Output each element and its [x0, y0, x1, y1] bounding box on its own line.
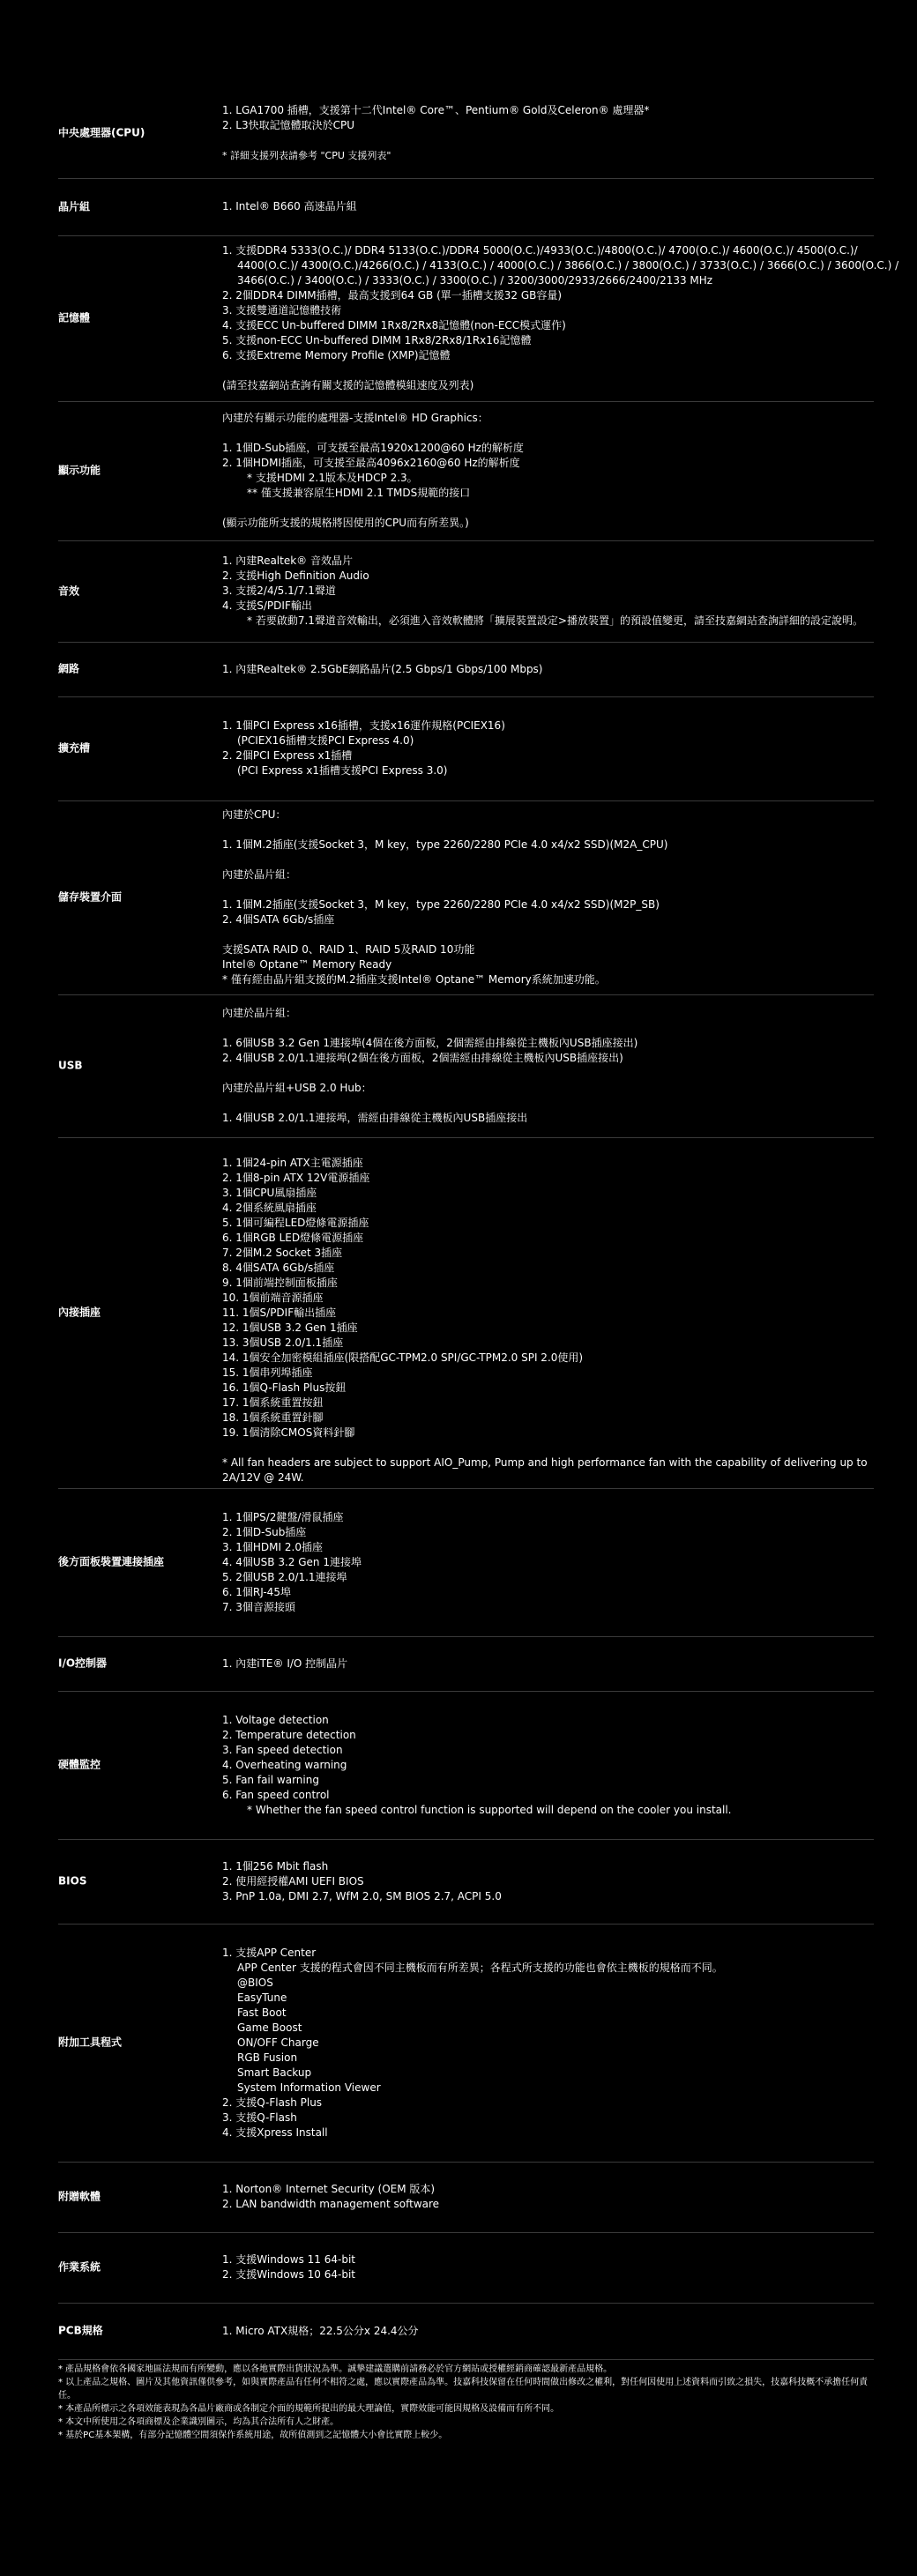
spec-line: 3. 支援2/4/5.1/7.1聲道	[222, 584, 336, 597]
spec-line: 9. 1個前端控制面板插座	[222, 1277, 338, 1289]
spec-line: 內建於晶片組：	[222, 868, 297, 881]
spec-label: 網路	[58, 662, 80, 675]
spec-line: * All fan headers are subject to support AIO_Pump, Pump and high performance fan with the capability of delivering up to 2A/12V @ 24W.	[222, 1456, 868, 1484]
spec-line: 5. Fan fail warning	[222, 1774, 319, 1786]
spec-line: 1. 1個24-pin ATX主電源插座	[222, 1157, 363, 1169]
spec-line	[222, 133, 875, 148]
spec-label: 音效	[58, 584, 80, 597]
spec-label: 晶片組	[58, 200, 91, 212]
spec-line: 1. 1個PS/2鍵盤/滑鼠插座	[222, 1511, 344, 1523]
spec-line	[222, 1096, 875, 1111]
spec-value	[222, 808, 875, 987]
spec-line: 4400(O.C.)/ 4300(O.C.)/4266(O.C.) / 4133(O.C.) / 4000(O.C.) / 3866(O.C.) / 3800(O.C.) / 3733(O.C.) / 3666(O.C.) / 3600(O.C.) /	[237, 259, 899, 272]
spec-row	[58, 2303, 874, 2360]
spec-label: I/O控制器	[58, 1657, 108, 1670]
spec-line: 19. 1個清除CMOS資料針腳	[222, 1426, 355, 1439]
spec-line: 5. 2個USB 2.0/1.1連接埠	[222, 1571, 347, 1583]
spec-line: 1. 1個D-Sub插座，可支援至最高1920x1200@60 Hz的解析度	[222, 442, 524, 454]
spec-line: Intel® Optane™ Memory Ready	[222, 958, 392, 971]
spec-line: ** 僅支援兼容原生HDMI 2.1 TMDS規範的接口	[247, 487, 471, 499]
footnote: * 本產品所標示之各項效能表現為各晶片廠商或各制定介面的規範所提出的最大理論值，實際效能可能因規格及設備而有所不同。	[58, 2404, 560, 2414]
spec-line: 支援SATA RAID 0、RAID 1、RAID 5及RAID 10功能	[222, 943, 475, 956]
spec-value	[222, 1510, 875, 1615]
spec-line: 2. 4個SATA 6Gb/s插座	[222, 913, 335, 926]
spec-line: * 詳細支援列表請參考 "CPU 支援列表"	[222, 150, 391, 161]
spec-line: 14. 1個安全加密模組插座(限搭配GC-TPM2.0 SPI/GC-TPM2.0 SPI 2.0使用)	[222, 1351, 584, 1364]
spec-line: 2. 使用經授權AMI UEFI BIOS	[222, 1875, 364, 1887]
spec-value	[222, 1657, 875, 1671]
spec-line: 15. 1個串列埠插座	[222, 1366, 313, 1379]
spec-line: 1. 6個USB 3.2 Gen 1連接埠(4個在後方面板，2個需經由排線從主機板內USB插座接出)	[222, 1037, 638, 1049]
spec-line: 5. 1個可編程LED燈條電源插座	[222, 1217, 369, 1229]
spec-line: (請至技嘉網站查詢有關支援的記憶體模組速度及列表)	[222, 379, 474, 391]
spec-label: 內接插座	[58, 1306, 101, 1319]
spec-label: 中央處理器(CPU)	[58, 126, 145, 139]
spec-value	[222, 718, 875, 778]
spec-label: 顯示功能	[58, 464, 101, 477]
spec-line: 11. 1個S/PDIF輸出插座	[222, 1307, 337, 1319]
spec-line: 2. 2個PCI Express x1插槽	[222, 749, 353, 762]
spec-line: 6. 支援Extreme Memory Profile (XMP)記憶體	[222, 349, 451, 361]
spec-line: 3466(O.C.) / 3400(O.C.) / 3333(O.C.) / 3300(O.C.) / 3200/3000/2933/2666/2400/2133 MHz	[237, 274, 713, 287]
spec-line: 4. 支援ECC Un-buffered DIMM 1Rx8/2Rx8記憶體(non-ECC模式運作)	[222, 319, 566, 331]
spec-line: 1. 支援DDR4 5333(O.C.)/ DDR4 5133(O.C.)/DDR4 5000(O.C.)/4933(O.C.)/4800(O.C.)/ 4700(O.C.)/ 4600(O.C.)/ 4500(O.C.)/	[222, 244, 858, 257]
spec-line: 3. 支援Q-Flash	[222, 2111, 297, 2124]
spec-line: System Information Viewer	[237, 2081, 381, 2094]
spec-line: 內建於晶片組：	[222, 1007, 297, 1019]
spec-label: 後方面板裝置連接插座	[58, 1555, 165, 1568]
spec-line: 1. LGA1700 插槽，支援第十二代Intel® Core™、Pentium® Gold及Celeron® 處理器*	[222, 104, 650, 116]
spec-row	[58, 1137, 874, 1489]
spec-line: 2. Temperature detection	[222, 1729, 356, 1741]
spec-line: 17. 1個系統重置按鈕	[222, 1396, 324, 1409]
spec-label: 作業系統	[58, 2260, 101, 2274]
spec-line: 1. Norton® Internet Security (OEM 版本)	[222, 2183, 436, 2195]
spec-label: 記憶體	[58, 311, 91, 324]
spec-value	[222, 2324, 875, 2339]
spec-row	[58, 2162, 874, 2233]
spec-line: (PCI Express x1插槽支援PCI Express 3.0)	[237, 764, 448, 777]
spec-value	[222, 2252, 875, 2282]
spec-line: 2. 1個D-Sub插座	[222, 1526, 307, 1538]
spec-line: 7. 3個音源接頭	[222, 1601, 295, 1613]
spec-line: EasyTune	[237, 1992, 287, 2004]
spec-line: 3. PnP 1.0a, DMI 2.7, WfM 2.0, SM BIOS 2.7, ACPI 5.0	[222, 1890, 502, 1902]
spec-line: 3. 1個HDMI 2.0插座	[222, 1541, 323, 1553]
spec-line: 4. 2個系統風扇插座	[222, 1202, 317, 1214]
spec-line: 2. 4個USB 2.0/1.1連接埠(2個在後方面板，2個需經由排線從主機板內USB插座接出)	[222, 1052, 623, 1064]
spec-value	[222, 554, 875, 629]
spec-line: @BIOS	[237, 1977, 273, 1989]
spec-line: 10. 1個前端音源插座	[222, 1292, 324, 1304]
spec-line: 2. L3快取記憶體取決於CPU	[222, 119, 354, 131]
spec-line: 內建於CPU：	[222, 808, 287, 821]
spec-line	[222, 927, 875, 942]
spec-value	[222, 199, 875, 214]
spec-row	[58, 696, 874, 801]
spec-label: USB	[58, 1059, 83, 1072]
spec-row	[58, 178, 874, 236]
spec-value	[222, 243, 899, 393]
spec-row	[58, 642, 874, 697]
spec-label: 儲存裝置介面	[58, 890, 123, 904]
spec-label: PCB規格	[58, 2324, 103, 2337]
spec-row	[58, 2232, 874, 2304]
spec-line: 1. 4個USB 2.0/1.1連接埠，需經由排線從主機板內USB插座接出	[222, 1112, 528, 1124]
spec-line	[222, 1441, 875, 1456]
spec-row	[58, 1488, 874, 1637]
spec-label: BIOS	[58, 1874, 87, 1887]
spec-value	[222, 1859, 875, 1904]
spec-label: 硬體監控	[58, 1758, 101, 1771]
spec-line: RGB Fusion	[237, 2051, 298, 2064]
spec-line: * 僅有經由晶片組支援的M.2插座支援Intel® Optane™ Memory系統加速功能。	[222, 973, 606, 986]
spec-line: ON/OFF Charge	[237, 2036, 319, 2049]
spec-row	[58, 235, 899, 402]
spec-line: 3. 1個CPU風扇插座	[222, 1187, 317, 1199]
spec-line: 2. LAN bandwidth management software	[222, 2198, 440, 2210]
spec-value	[222, 1156, 875, 1485]
footnote: * 基於PC基本架構，有部分記憶體空間須保作系統用途，故所偵測到之記憶體大小會比實際上較少。	[58, 2431, 448, 2440]
spec-line: 3. 支援雙通道記憶體技術	[222, 304, 342, 316]
spec-line: * 若要啟動7.1聲道音效輸出，必須進入音效軟體將「擴展裝置設定>播放裝置」的預設值變更，請至技嘉網站查詢詳細的設定說明。	[247, 614, 863, 627]
spec-row	[58, 1636, 874, 1692]
spec-label: 擴充槽	[58, 741, 91, 755]
spec-line	[222, 426, 875, 441]
spec-line: 1. Intel® B660 高速晶片組	[222, 200, 357, 212]
spec-line: 2. 1個8-pin ATX 12V電源插座	[222, 1172, 370, 1184]
spec-line: 1. 1個M.2插座(支援Socket 3，M key，type 2260/2280 PCIe 4.0 x4/x2 SSD)(M2P_SB)	[222, 898, 660, 911]
spec-line: Game Boost	[237, 2021, 302, 2034]
spec-line: 6. 1個RJ-45埠	[222, 1586, 291, 1598]
spec-line	[222, 823, 875, 838]
spec-line: (顯示功能所支援的規格將因使用的CPU而有所差異。)	[222, 517, 469, 529]
footnote: * 產品規格會依各國家地區法規而有所變動，應以各地實際出貨狀況為準。誠摯建議選購前請務必於官方網站或授權經銷商確認最新產品規格。	[58, 2364, 613, 2374]
spec-value	[222, 1713, 875, 1818]
footnotes	[58, 2363, 874, 2442]
spec-line	[222, 852, 875, 867]
spec-line: 2. 2個DDR4 DIMM插槽，最高支援到64 GB (單一插槽支援32 GB容量)	[222, 289, 563, 302]
spec-value	[222, 662, 875, 677]
spec-label: 附加工具程式	[58, 2036, 123, 2049]
spec-line: 2. 1個HDMI插座，可支援至最高4096x2160@60 Hz的解析度	[222, 457, 520, 469]
spec-line: 1. 支援APP Center	[222, 1947, 317, 1959]
spec-line: 3. Fan speed detection	[222, 1744, 343, 1756]
spec-line: 1. 內建Realtek® 音效晶片	[222, 555, 353, 567]
spec-line: 12. 1個USB 3.2 Gen 1插座	[222, 1322, 358, 1334]
spec-line: 6. Fan speed control	[222, 1789, 330, 1801]
spec-line: 8. 4個SATA 6Gb/s插座	[222, 1262, 335, 1274]
spec-line	[222, 1066, 875, 1081]
spec-line	[222, 882, 875, 897]
spec-value	[222, 411, 875, 531]
spec-line: 1. 1個M.2插座(支援Socket 3，M key，type 2260/2280 PCIe 4.0 x4/x2 SSD)(M2A_CPU)	[222, 838, 668, 851]
spec-line: 4. 4個USB 3.2 Gen 1連接埠	[222, 1556, 362, 1568]
spec-line: 7. 2個M.2 Socket 3插座	[222, 1247, 343, 1259]
footnote: * 以上產品之規格、圖片及其他資訊僅供參考，如與實際產品有任何不相符之處，應以實際產品為準。技嘉科技保留在任何時間做出修改之權利，對任何因使用上述資料而引致之損失，技嘉科技概不承擔任何責任。	[58, 2378, 869, 2401]
spec-value	[222, 1006, 875, 1126]
spec-line: 1. 1個PCI Express x16插槽，支援x16運作規格(PCIEX16)	[222, 719, 505, 732]
spec-line	[222, 501, 875, 516]
spec-row	[58, 88, 874, 179]
spec-line: 2. 支援Q-Flash Plus	[222, 2096, 323, 2109]
spec-line: 內建於有顯示功能的處理器-支援Intel® HD Graphics：	[222, 412, 488, 424]
spec-value	[222, 103, 875, 163]
spec-row	[58, 994, 874, 1138]
spec-line: * 支援HDMI 2.1版本及HDCP 2.3。	[247, 472, 418, 484]
spec-label: 附贈軟體	[58, 2190, 101, 2203]
footnote: * 本文中所使用之各項商標及企業識別圖示，均為其合法所有人之財產。	[58, 2417, 339, 2427]
spec-row	[58, 800, 874, 995]
spec-line: * Whether the fan speed control function is supported will depend on the cooler you install.	[247, 1804, 732, 1816]
spec-line: 1. 內建Realtek® 2.5GbE網路晶片(2.5 Gbps/1 Gbps/100 Mbps)	[222, 663, 543, 675]
spec-line: 1. 內建iTE® I/O 控制晶片	[222, 1657, 348, 1670]
spec-line: 2. 支援High Definition Audio	[222, 570, 369, 582]
spec-row	[58, 540, 874, 643]
spec-line: 1. Micro ATX規格；22.5公分x 24.4公分	[222, 2325, 419, 2337]
spec-line: 1. 支援Windows 11 64-bit	[222, 2253, 355, 2266]
spec-line: 1. 1個256 Mbit flash	[222, 1860, 329, 1872]
spec-row	[58, 1839, 874, 1925]
spec-line: 4. Overheating warning	[222, 1759, 347, 1771]
spec-line: Smart Backup	[237, 2066, 312, 2079]
spec-value	[222, 2182, 875, 2212]
spec-line: 13. 3個USB 2.0/1.1插座	[222, 1336, 344, 1349]
spec-line: APP Center 支援的程式會因不同主機板而有所差異；各程式所支援的功能也會依主機板的規格而不同。	[237, 1962, 723, 1974]
spec-line: 16. 1個Q-Flash Plus按鈕	[222, 1381, 347, 1394]
spec-value	[222, 1946, 875, 2140]
spec-line	[222, 363, 875, 378]
spec-row	[58, 1691, 874, 1840]
spec-row	[58, 401, 874, 541]
spec-line: 內建於晶片組+USB 2.0 Hub：	[222, 1082, 372, 1094]
spec-line: 18. 1個系統重置針腳	[222, 1411, 324, 1424]
spec-line: 6. 1個RGB LED燈條電源插座	[222, 1232, 364, 1244]
spec-row	[58, 1924, 874, 2163]
spec-line: (PCIEX16插槽支援PCI Express 4.0)	[237, 734, 414, 747]
spec-line: 4. 支援Xpress Install	[222, 2126, 328, 2139]
spec-line: Fast Boot	[237, 2006, 287, 2019]
spec-line: 2. 支援Windows 10 64-bit	[222, 2268, 355, 2281]
spec-line: 5. 支援non-ECC Un-buffered DIMM 1Rx8/2Rx8/1Rx16記憶體	[222, 334, 532, 346]
spec-line	[222, 1021, 875, 1036]
spec-line: 4. 支援S/PDIF輸出	[222, 599, 312, 612]
spec-line: 1. Voltage detection	[222, 1714, 329, 1726]
